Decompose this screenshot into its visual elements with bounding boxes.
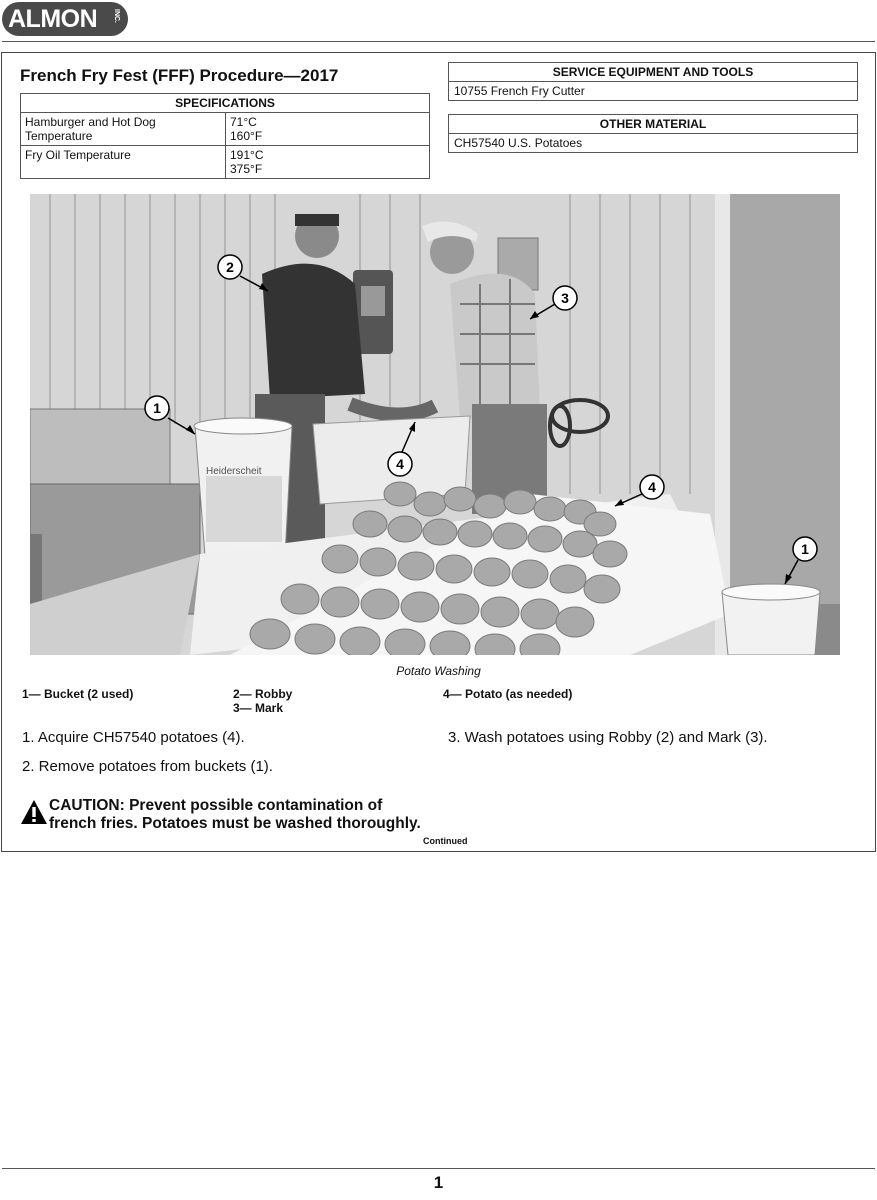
spec-value: 71°C 160°F	[226, 113, 430, 146]
header-divider	[2, 41, 875, 42]
legend-item-robby: 2— Robby	[233, 687, 293, 701]
almon-logo	[2, 2, 128, 36]
svg-text:2: 2	[226, 259, 234, 275]
photo-illustration	[30, 194, 840, 655]
svg-text:1: 1	[153, 400, 161, 416]
legend-item-mark: 3— Mark	[233, 701, 284, 715]
bucket-writing: Heiderscheit	[206, 466, 262, 477]
svg-text:1: 1	[801, 541, 809, 557]
footer-divider	[2, 1168, 875, 1169]
logo-suffix: INC.	[113, 9, 120, 23]
spec-label: Hamburger and Hot Dog Temperature	[21, 113, 226, 146]
specifications-heading: SPECIFICATIONS	[21, 94, 430, 113]
other-material-heading: OTHER MATERIAL	[449, 115, 857, 134]
service-equipment-box	[448, 62, 858, 101]
svg-text:4: 4	[396, 456, 404, 472]
potato-washing-photo	[30, 194, 840, 655]
caution-warning-icon	[20, 799, 48, 825]
page-number: 1	[433, 1173, 444, 1192]
service-equipment-heading: SERVICE EQUIPMENT AND TOOLS	[449, 63, 857, 82]
table-row	[21, 113, 430, 146]
caution-line-1: CAUTION: Prevent possible contamination of	[49, 797, 383, 814]
step-3: 3. Wash potatoes using Robby (2) and Mark (3).	[448, 729, 768, 746]
logo-text: ALMON	[8, 5, 98, 33]
step-1: 1. Acquire CH57540 potatoes (4).	[22, 729, 245, 746]
continued-label: Continued	[423, 836, 468, 846]
caution-line-2: french fries. Potatoes must be washed thoroughly.	[49, 815, 421, 832]
other-material-item: CH57540 U.S. Potatoes	[454, 136, 583, 150]
svg-text:4: 4	[648, 479, 656, 495]
spec-label: Fry Oil Temperature	[21, 146, 226, 179]
spec-value: 191°C 375°F	[226, 146, 430, 179]
legend-item-bucket: 1— Bucket (2 used)	[22, 687, 134, 701]
table-row	[21, 146, 430, 179]
specifications-table	[20, 93, 430, 179]
caution-text	[49, 797, 449, 833]
legend-item-potato: 4— Potato (as needed)	[443, 687, 573, 701]
service-equipment-item: 10755 French Fry Cutter	[454, 84, 585, 98]
other-material-box	[448, 114, 858, 153]
svg-text:3: 3	[561, 290, 569, 306]
page-title: French Fry Fest (FFF) Procedure—2017	[20, 66, 339, 85]
photo-caption: Potato Washing	[396, 664, 481, 678]
step-2: 2. Remove potatoes from buckets (1).	[22, 758, 273, 775]
